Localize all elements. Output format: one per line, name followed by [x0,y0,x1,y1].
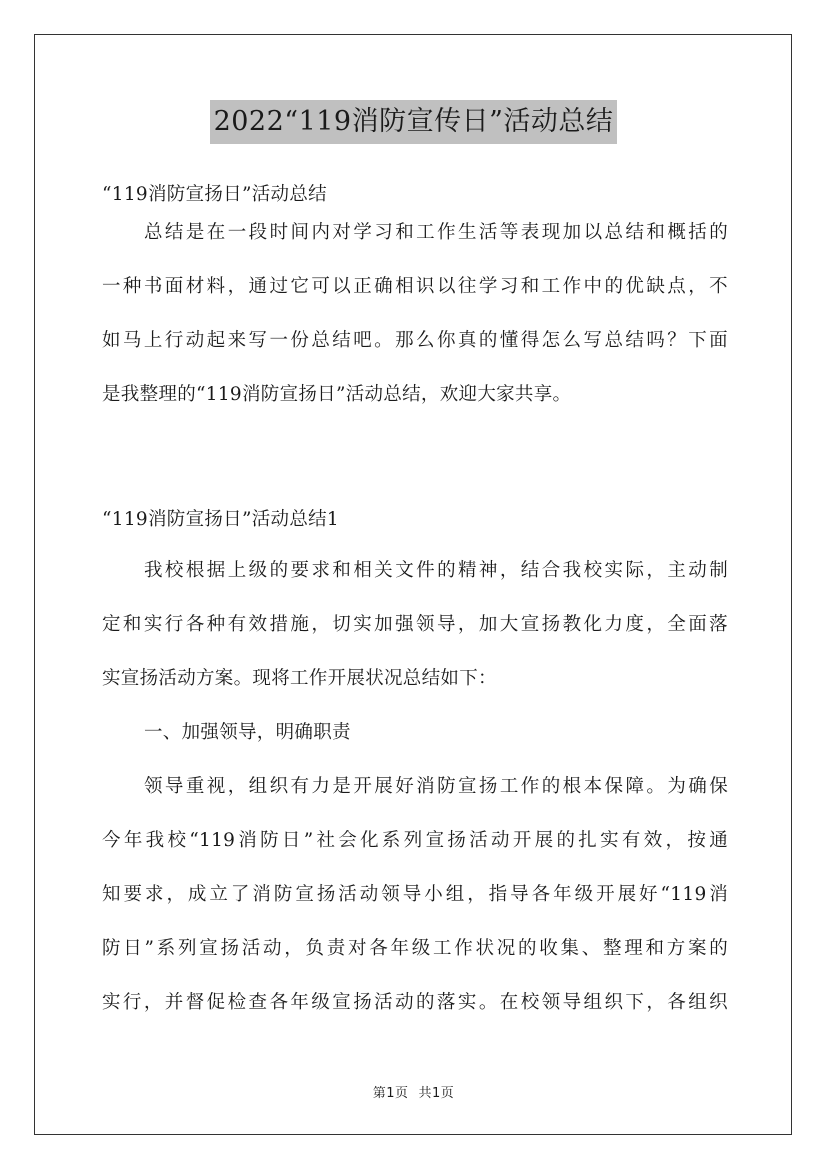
paragraph-line: 今年我校“119消防日”社会化系列宣扬活动开展的扎实有效，按通 [102,830,728,851]
paragraph-line: 知要求，成立了消防宣扬活动领导小组，指导各年级开展好“119消 [102,884,728,905]
section1-paragraph1 [102,544,728,706]
intro-paragraph [102,206,728,422]
document-title: 2022“119消防宣传日”活动总结 [210,100,618,144]
paragraph-line: 实行，并督促检查各年级宣扬活动的落实。在校领导组织下，各组织 [102,992,728,1013]
subtitle: “119消防宣扬日”活动总结 [102,184,327,205]
section1-paragraph2 [102,760,728,1030]
intro-line: 总结是在一段时间内对学习和工作生活等表现加以总结和概括的 [144,222,728,243]
page-total: 共1页 [418,1086,455,1101]
page-number: 第1页 [372,1086,409,1101]
paragraph-line: 领导重视，组织有力是开展好消防宣扬工作的根本保障。为确保 [144,776,728,797]
paragraph-line: 我校根据上级的要求和相关文件的精神，结合我校实际，主动制 [144,560,728,581]
paragraph-line: 防日”系列宣扬活动，负责对各年级工作状况的收集、整理和方案的 [102,938,728,959]
intro-line: 是我整理的“119消防宣扬日”活动总结，欢迎大家共享。 [102,384,572,405]
title-container [0,100,827,144]
paragraph-line: 定和实行各种有效措施，切实加强领导，加大宣扬教化力度，全面落 [102,614,728,635]
section-heading: “119消防宣扬日”活动总结1 [102,509,339,530]
page-footer [0,1082,827,1101]
paragraph-line: 实宣扬活动方案。现将工作开展状况总结如下： [102,668,497,689]
intro-line: 一种书面材料，通过它可以正确相识以往学习和工作中的优缺点，不 [102,276,728,297]
intro-line: 如马上行动起来写一份总结吧。那么你真的懂得怎么写总结吗？下面 [102,330,728,351]
point-heading: 一、加强领导，明确职责 [144,722,351,743]
